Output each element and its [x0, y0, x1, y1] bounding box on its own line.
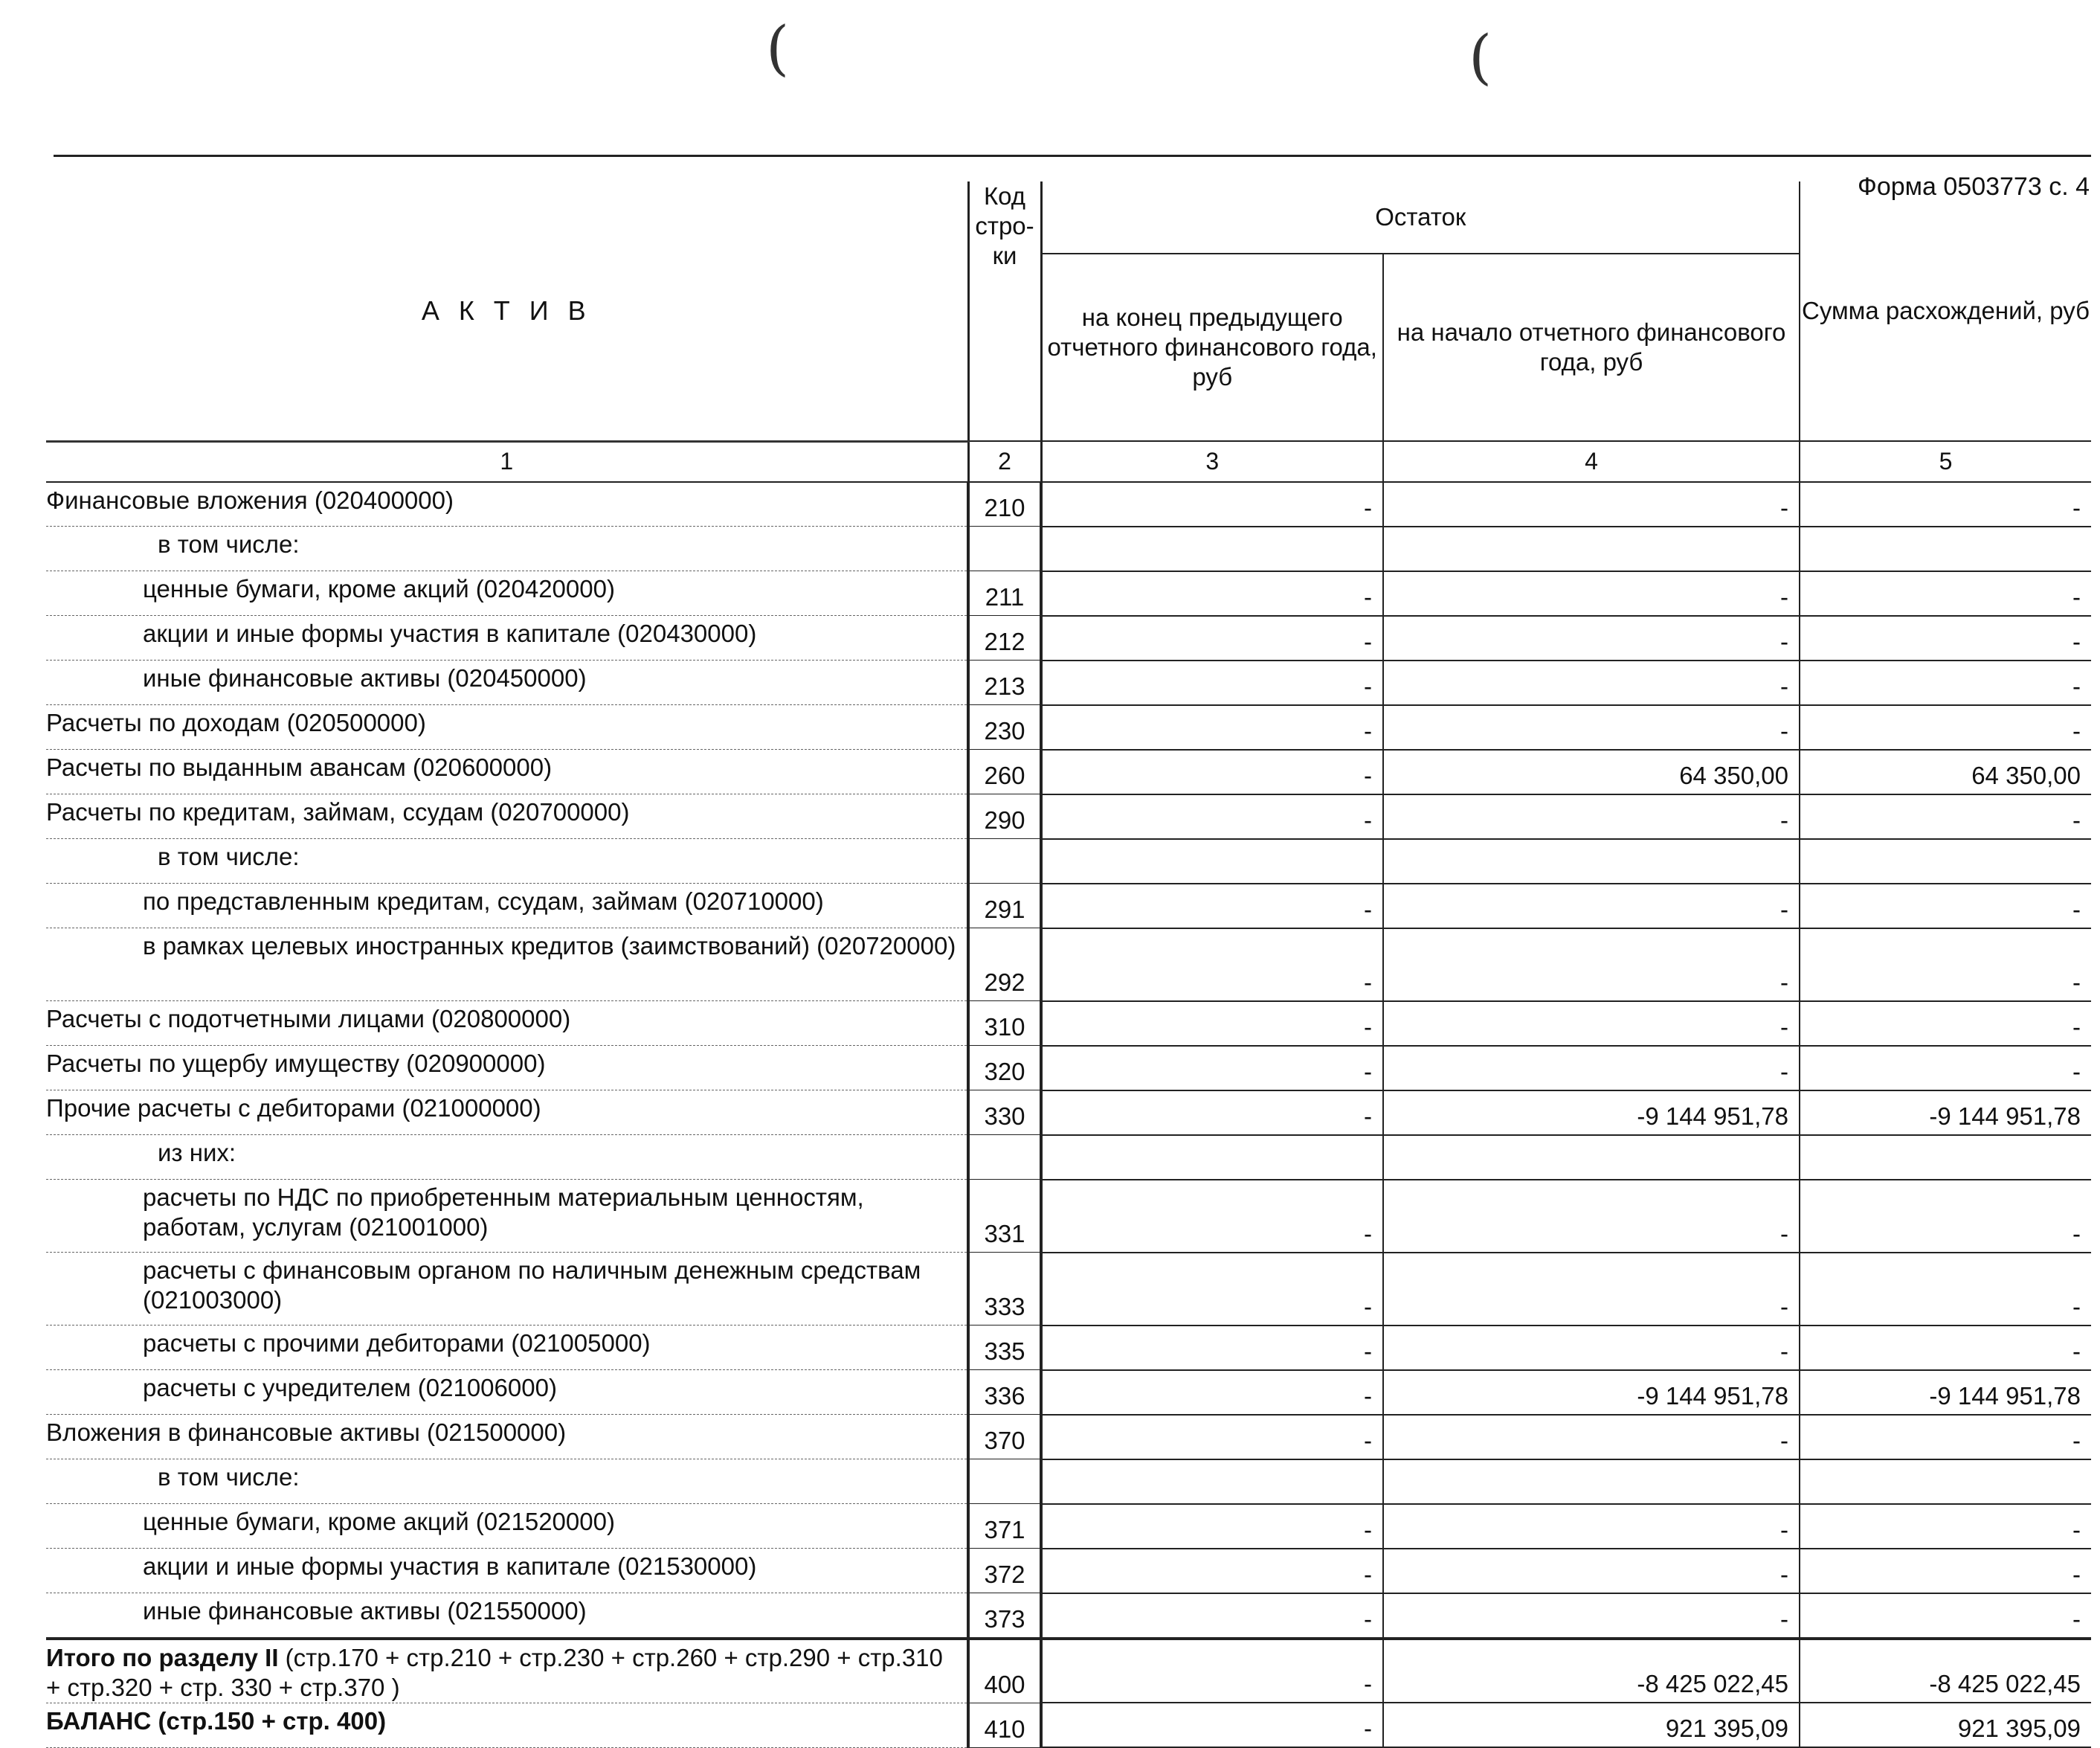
row-start-value: -	[1383, 705, 1800, 750]
row-start-value: -	[1383, 1046, 1800, 1090]
row-code: 291	[968, 884, 1041, 928]
col-number-1: 1	[46, 441, 968, 482]
row-prev-value: -	[1041, 794, 1383, 839]
table-row	[46, 839, 2091, 884]
row-code: 211	[968, 571, 1041, 616]
col-number-5: 5	[1800, 441, 2091, 482]
row-prev-value: -	[1041, 1001, 1383, 1046]
row-name: из них:	[46, 1135, 968, 1180]
total-start: -8 425 022,45	[1383, 1639, 1800, 1703]
balance-row	[46, 1703, 2091, 1747]
row-code: 370	[968, 1415, 1041, 1459]
row-start-value: -	[1383, 928, 1800, 1001]
row-diff-value: -	[1800, 1001, 2091, 1046]
row-diff-value: -	[1800, 661, 2091, 705]
table-row	[46, 571, 2091, 616]
row-code	[968, 527, 1041, 571]
header-ostatok: Остаток	[1041, 181, 1800, 254]
row-prev-value: -	[1041, 750, 1383, 794]
row-name: акции и иные формы участия в капитале (021530000)	[46, 1549, 968, 1593]
table-row	[46, 1326, 2091, 1370]
col-number-2: 2	[968, 441, 1041, 482]
row-code: 290	[968, 794, 1041, 839]
scan-mark-right: (	[1469, 22, 1492, 91]
row-prev-value: -	[1041, 571, 1383, 616]
row-prev-value	[1041, 1135, 1383, 1180]
row-prev-value: -	[1041, 661, 1383, 705]
row-name: расчеты с финансовым органом по наличным денежным средствам (021003000)	[46, 1253, 968, 1326]
form-label: Форма 0503773 с. 4	[1857, 173, 2090, 201]
row-diff-value: -	[1800, 884, 2091, 928]
row-code: 310	[968, 1001, 1041, 1046]
row-prev-value: -	[1041, 1504, 1383, 1549]
row-diff-value: -	[1800, 928, 2091, 1001]
row-diff-value: -	[1800, 1180, 2091, 1253]
row-name: в рамках целевых иностранных кредитов (заимствований) (020720000)	[46, 928, 968, 1001]
row-code: 331	[968, 1180, 1041, 1253]
balance-table	[46, 181, 2091, 1748]
table-row	[46, 482, 2091, 527]
table-header	[46, 181, 2091, 482]
row-diff-value: -	[1800, 794, 2091, 839]
row-code: 373	[968, 1593, 1041, 1639]
row-name: расчеты по НДС по приобретенным материальным ценностям, работам, услугам (021001000)	[46, 1180, 968, 1253]
row-prev-value: -	[1041, 1046, 1383, 1090]
row-name: Расчеты по кредитам, займам, ссудам (020700000)	[46, 794, 968, 839]
row-prev-value: -	[1041, 1090, 1383, 1135]
row-start-value: -	[1383, 1326, 1800, 1370]
table-row	[46, 616, 2091, 661]
row-name: Вложения в финансовые активы (021500000)	[46, 1415, 968, 1459]
header-prev: на конец предыдущего отчетного финансового года, руб	[1041, 254, 1383, 441]
top-rule	[54, 155, 2091, 157]
total-prev: -	[1041, 1639, 1383, 1703]
table-row	[46, 1090, 2091, 1135]
row-start-value	[1383, 1459, 1800, 1504]
row-name: Прочие расчеты с дебиторами (021000000)	[46, 1090, 968, 1135]
row-prev-value: -	[1041, 1326, 1383, 1370]
balance-start: 921 395,09	[1383, 1703, 1800, 1747]
row-code: 260	[968, 750, 1041, 794]
row-start-value: -9 144 951,78	[1383, 1370, 1800, 1415]
header-activ: А К Т И В	[46, 181, 968, 441]
row-diff-value: -	[1800, 616, 2091, 661]
row-code: 210	[968, 482, 1041, 527]
total-name-rest: (стр.170 + стр.210 + стр.230 + стр.260 + стр.290 + стр.310 + стр.320 + стр. 330 + стр.370 )	[46, 1643, 943, 1701]
balance-code: 410	[968, 1703, 1041, 1747]
row-diff-value: -	[1800, 1415, 2091, 1459]
row-diff-value: -	[1800, 482, 2091, 527]
table-row	[46, 794, 2091, 839]
row-diff-value: -	[1800, 1593, 2091, 1639]
table-row	[46, 1253, 2091, 1326]
row-prev-value: -	[1041, 1180, 1383, 1253]
row-code	[968, 839, 1041, 884]
row-name: ценные бумаги, кроме акций (020420000)	[46, 571, 968, 616]
row-start-value: -	[1383, 571, 1800, 616]
row-prev-value: -	[1041, 482, 1383, 527]
row-prev-value	[1041, 527, 1383, 571]
row-name: в том числе:	[46, 527, 968, 571]
row-prev-value: -	[1041, 1253, 1383, 1326]
row-start-value: -	[1383, 884, 1800, 928]
row-name: Расчеты с подотчетными лицами (020800000)	[46, 1001, 968, 1046]
table-row	[46, 1370, 2091, 1415]
row-prev-value	[1041, 839, 1383, 884]
row-name: ценные бумаги, кроме акций (021520000)	[46, 1504, 968, 1549]
row-prev-value: -	[1041, 1593, 1383, 1639]
table-body	[46, 482, 2091, 1748]
row-name: в том числе:	[46, 1459, 968, 1504]
balance-diff: 921 395,09	[1800, 1703, 2091, 1747]
row-name: расчеты с учредителем (021006000)	[46, 1370, 968, 1415]
row-prev-value: -	[1041, 884, 1383, 928]
row-prev-value: -	[1041, 1415, 1383, 1459]
row-diff-value: -	[1800, 571, 2091, 616]
table-row	[46, 1001, 2091, 1046]
header-start: на начало отчетного финансового года, руб	[1383, 254, 1800, 441]
row-start-value: 64 350,00	[1383, 750, 1800, 794]
table-row	[46, 1135, 2091, 1180]
row-code: 212	[968, 616, 1041, 661]
table-row	[46, 527, 2091, 571]
row-code	[968, 1459, 1041, 1504]
table-row	[46, 750, 2091, 794]
row-prev-value: -	[1041, 1549, 1383, 1593]
row-start-value	[1383, 839, 1800, 884]
row-prev-value: -	[1041, 1370, 1383, 1415]
row-name: Расчеты по выданным авансам (020600000)	[46, 750, 968, 794]
header-code: Код стро-ки	[968, 181, 1041, 441]
row-start-value: -	[1383, 1415, 1800, 1459]
header-diff: Сумма расхождений, руб	[1800, 181, 2091, 441]
table-row	[46, 1180, 2091, 1253]
row-code: 292	[968, 928, 1041, 1001]
row-start-value: -	[1383, 1253, 1800, 1326]
total-name	[46, 1639, 968, 1703]
row-diff-value: -	[1800, 1046, 2091, 1090]
row-name: в том числе:	[46, 839, 968, 884]
row-code: 230	[968, 705, 1041, 750]
table-row	[46, 661, 2091, 705]
row-start-value: -	[1383, 616, 1800, 661]
row-name: иные финансовые активы (020450000)	[46, 661, 968, 705]
row-diff-value	[1800, 1459, 2091, 1504]
row-prev-value: -	[1041, 928, 1383, 1001]
row-diff-value: -9 144 951,78	[1800, 1090, 2091, 1135]
row-name: Финансовые вложения (020400000)	[46, 482, 968, 527]
balance-name: БАЛАНС (стр.150 + стр. 400)	[46, 1703, 968, 1747]
balance-prev: -	[1041, 1703, 1383, 1747]
row-start-value: -	[1383, 1180, 1800, 1253]
row-diff-value: 64 350,00	[1800, 750, 2091, 794]
row-diff-value	[1800, 839, 2091, 884]
row-diff-value: -	[1800, 1549, 2091, 1593]
row-code: 330	[968, 1090, 1041, 1135]
row-name: иные финансовые активы (021550000)	[46, 1593, 968, 1639]
row-diff-value: -9 144 951,78	[1800, 1370, 2091, 1415]
row-name: расчеты с прочими дебиторами (021005000)	[46, 1326, 968, 1370]
row-diff-value: -	[1800, 1326, 2091, 1370]
row-name: Расчеты по доходам (020500000)	[46, 705, 968, 750]
table-row	[46, 1549, 2091, 1593]
table-row	[46, 1504, 2091, 1549]
row-start-value: -	[1383, 1549, 1800, 1593]
row-start-value: -	[1383, 1001, 1800, 1046]
row-prev-value: -	[1041, 616, 1383, 661]
row-code: 371	[968, 1504, 1041, 1549]
row-start-value	[1383, 527, 1800, 571]
col-number-4: 4	[1383, 441, 1800, 482]
row-diff-value: -	[1800, 1253, 2091, 1326]
row-start-value	[1383, 1135, 1800, 1180]
row-start-value: -	[1383, 794, 1800, 839]
row-code: 372	[968, 1549, 1041, 1593]
row-code: 320	[968, 1046, 1041, 1090]
row-diff-value	[1800, 527, 2091, 571]
row-code: 333	[968, 1253, 1041, 1326]
total-name-bold: Итого по разделу II	[46, 1643, 279, 1671]
row-name: акции и иные формы участия в капитале (020430000)	[46, 616, 968, 661]
row-name: по представленным кредитам, ссудам, займам (020710000)	[46, 884, 968, 928]
row-start-value: -	[1383, 661, 1800, 705]
row-diff-value	[1800, 1135, 2091, 1180]
row-prev-value	[1041, 1459, 1383, 1504]
row-code	[968, 1135, 1041, 1180]
total-row	[46, 1639, 2091, 1703]
row-code: 336	[968, 1370, 1041, 1415]
total-diff: -8 425 022,45	[1800, 1639, 2091, 1703]
scan-mark-left: (	[766, 13, 790, 83]
row-code: 335	[968, 1326, 1041, 1370]
row-diff-value: -	[1800, 705, 2091, 750]
row-start-value: -	[1383, 1504, 1800, 1549]
table-row	[46, 1593, 2091, 1639]
table-row	[46, 884, 2091, 928]
table-row	[46, 1046, 2091, 1090]
row-prev-value: -	[1041, 705, 1383, 750]
row-start-value: -	[1383, 482, 1800, 527]
table-row	[46, 1415, 2091, 1459]
table-row	[46, 1459, 2091, 1504]
row-code: 213	[968, 661, 1041, 705]
table-row	[46, 928, 2091, 1001]
row-start-value: -	[1383, 1593, 1800, 1639]
row-name: Расчеты по ущербу имуществу (020900000)	[46, 1046, 968, 1090]
row-start-value: -9 144 951,78	[1383, 1090, 1800, 1135]
total-code: 400	[968, 1639, 1041, 1703]
col-number-3: 3	[1041, 441, 1383, 482]
table-row	[46, 705, 2091, 750]
row-diff-value: -	[1800, 1504, 2091, 1549]
